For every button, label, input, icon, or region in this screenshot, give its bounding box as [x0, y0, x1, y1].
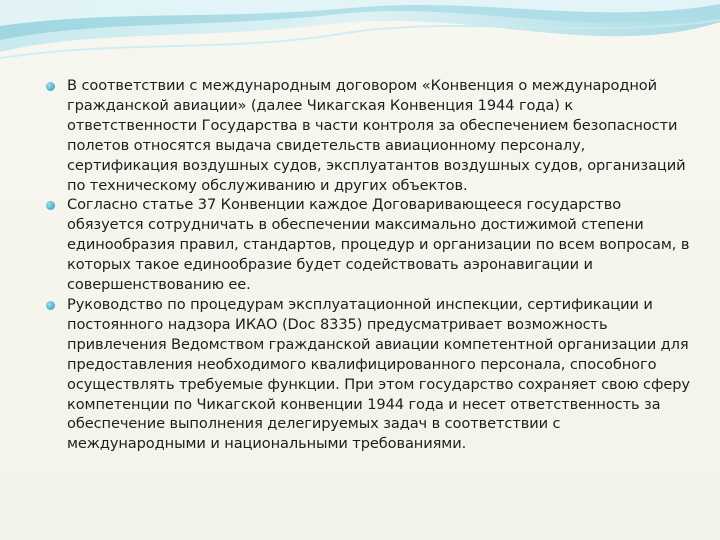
slide-content: [46, 76, 696, 454]
bullet-dot-icon: [46, 201, 55, 210]
bullet-item: [46, 76, 696, 195]
bullet-dot-icon: [46, 301, 55, 310]
bullet-item: [46, 295, 696, 454]
bullet-text: В соответствии с международным договором «Конвенция о международной гражданской авиации» (далее Чикагская Конвенция 1944 года) к ответственности Государства в части контроля за обеспечением безопасности полетов относятся выдача свидетельств авиационному персоналу, сертификация воздушных судов, эксплуатантов воздушных судов, организаций по техническому обслуживанию и других объектов.: [67, 77, 686, 194]
bullet-list: [46, 76, 696, 454]
bullet-item: [46, 195, 696, 295]
bullet-text: Руководство по процедурам эксплуатационной инспекции, сертификации и постоянного надзора ИКАО (Doc 8335) предусматривает возможность привлечения Ведомством гражданской авиации компетентной организации для предоставления необходимого квалифицированного персонала, способного осуществлять требуемые функции. При этом государство сохраняет свою сферу компетенции по Чикагской конвенции 1944 года и несет ответственность за обеспечение выполнения делегируемых задач в соответствии с международными и национальными требованиями.: [67, 295, 690, 453]
bullet-dot-icon: [46, 82, 55, 91]
bullet-text: Согласно статье 37 Конвенции каждое Договаривающееся государство обязуется сотрудничать в обеспечении максимально достижимой степени единообразия правил, стандартов, процедур и организации по всем вопросам, в которых такое единообразие будет содействовать аэронавигации и совершенствованию ее.: [67, 196, 690, 294]
